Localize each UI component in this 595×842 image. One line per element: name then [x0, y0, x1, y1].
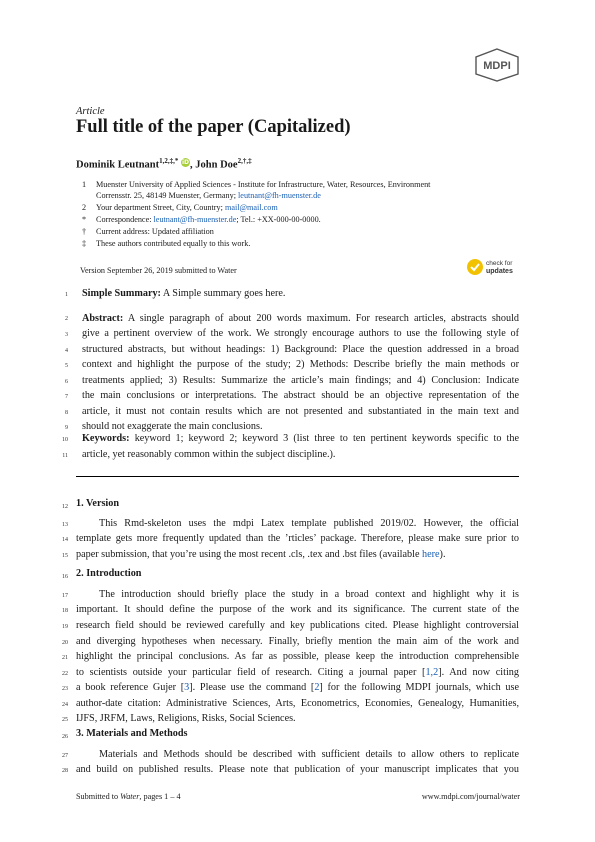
affiliation-text: Muenster University of Applied Sciences - Institute for Infrastructure, Water, Resources, Environment [96, 180, 431, 189]
body-line: highlight the principal conclusions. As far as possible, please keep the introduction comprehensible [76, 651, 519, 662]
line-number: 26 [62, 734, 68, 740]
abstract-line: give a pertinent overview of the work. We strongly encourage authors to use the following style of [82, 328, 519, 339]
affiliation-mark: ‡ [81, 239, 87, 248]
keywords-line: Keywords: keyword 1; keyword 2; keyword 3 (list three to ten pertinent keywords specific to the [82, 433, 519, 444]
line-number: 10 [62, 437, 68, 443]
line-number: 18 [62, 608, 68, 614]
body-line: and build on published results. Please note that publication of your manuscript implicates that you [76, 764, 519, 775]
keywords-label: Keywords: [82, 433, 130, 444]
affiliation-text: Current address: Updated affiliation [96, 227, 214, 236]
affiliation-text: Correspondence: leutnant@fh-muenster.de; Tel.: +XX-000-00-0000. [96, 215, 321, 224]
line-number: 21 [62, 655, 68, 661]
line-number: 25 [62, 717, 68, 723]
here-link[interactable]: here [422, 549, 440, 560]
line-number: 13 [62, 522, 68, 528]
footer-journal-url[interactable]: www.mdpi.com/journal/water [421, 792, 520, 801]
line-number: 2 [65, 316, 68, 322]
author-name: John Doe [195, 159, 238, 171]
version-note: Version September 26, 2019 submitted to Water [80, 266, 237, 275]
author-list [76, 157, 252, 171]
svg-text:MDPI: MDPI [483, 60, 511, 72]
check-for-updates-badge[interactable] [466, 257, 522, 277]
email-link[interactable]: leutnant@fh-muenster.de [153, 215, 237, 224]
affiliation-mark: 1 [81, 180, 87, 189]
line-number: 11 [62, 453, 68, 459]
body-line: This Rmd-skeleton uses the mdpi Latex template published 2019/02. However, the official [99, 518, 519, 529]
citation-link[interactable]: 3 [184, 682, 190, 693]
affiliation-text: These authors contributed equally to this work. [96, 239, 251, 248]
section-heading: 1. Version [76, 498, 120, 509]
line-number: 17 [62, 593, 68, 599]
line-number: 4 [65, 348, 68, 354]
line-number: 15 [62, 553, 68, 559]
simple-summary-text: A Simple summary goes here. [160, 288, 286, 299]
email-link[interactable]: leutnant@fh-muenster.de [238, 191, 321, 200]
simple-summary-label: Simple Summary: [82, 288, 161, 299]
abstract-line: context and highlight the purpose of the study; 2) Methods: Describe briefly the main methods or [82, 359, 519, 370]
line-number: 3 [65, 332, 68, 338]
paper-title: Full title of the paper (Capitalized) [76, 117, 351, 137]
body-line: a book reference Gujer [3]. Please use the command [2] for the following MDPI journals, which use [76, 682, 519, 693]
line-number: 6 [65, 379, 68, 385]
line-number: 7 [65, 394, 68, 400]
abstract-line: the main conclusions or interpretations. The abstract should be an objective representation of the [82, 390, 519, 401]
author-separator: , [190, 159, 196, 171]
abstract-line: article, it must not contain results which are not presented and substantiated in the main text and [82, 406, 519, 417]
line-number: 1 [65, 292, 68, 298]
abstract-label: Abstract: [82, 313, 124, 324]
abstract-line: treatments applied; 3) Results: Summarize the article’s main findings; and 4) Conclusion: Indicate [82, 375, 519, 386]
line-number: 5 [65, 363, 68, 369]
line-number: 19 [62, 624, 68, 630]
author-marks: 2,†,‡ [237, 157, 252, 165]
line-number: 14 [62, 537, 68, 543]
affiliation-text: Your department Street, City, Country; mail@mail.com [96, 203, 278, 212]
line-number: 12 [62, 504, 68, 510]
orcid-icon[interactable]: iD [182, 158, 190, 166]
simple-summary [82, 286, 519, 302]
body-line: to scientists outside your particular field of research. Citing a journal paper [1,2]. And now citing [76, 667, 519, 678]
abstract-line: Abstract: A single paragraph of about 200 words maximum. For research articles, abstracts should [82, 313, 519, 324]
body-line: paper submission, that you’re using the most recent .cls, .tex and .bst files (available here). [76, 549, 446, 560]
abstract-line: should not exaggerate the main conclusions. [82, 421, 263, 432]
body-line: IJFS, JRFM, Laws, Religions, Risks, Social Sciences. [76, 713, 296, 724]
section-divider [76, 476, 519, 477]
line-number: 24 [62, 702, 68, 708]
affiliation-mark: 2 [81, 203, 87, 212]
body-line: research field should be reviewed carefully and key publications cited. Please highlight controversial [76, 620, 519, 631]
section-heading: 2. Introduction [76, 568, 142, 579]
body-line: The introduction should briefly place the study in a broad context and highlight why it is [99, 589, 519, 600]
line-number: 9 [65, 425, 68, 431]
line-number: 8 [65, 410, 68, 416]
body-line: author-date citation: Administrative Sciences, Arts, Econometrics, Economies, Genealogy, Humanities, [76, 698, 519, 709]
body-line: template gets more frequently updated than the ’rticles’ package. Therefore, please make sure prior to [76, 533, 519, 544]
section-heading: 3. Materials and Methods [76, 728, 188, 739]
author-name: Dominik Leutnant [76, 159, 160, 171]
line-number: 22 [62, 671, 68, 677]
line-number: 16 [62, 574, 68, 580]
footer-left: Submitted to Water, pages 1 – 4 [76, 792, 181, 801]
affiliation-mark: * [81, 215, 87, 224]
line-number: 27 [62, 753, 68, 759]
affiliation-mark: † [81, 227, 87, 236]
citation-link[interactable]: 2 [314, 682, 320, 693]
affiliation-text: Corrensstr. 25, 48149 Muenster, Germany; leutnant@fh-muenster.de [96, 191, 321, 200]
line-number: 20 [62, 640, 68, 646]
article-type: Article [76, 106, 105, 117]
svg-text:updates: updates [486, 268, 513, 275]
line-number: 23 [62, 686, 68, 692]
abstract-line: structured abstracts, but without headings: 1) Background: Place the question addressed in a broad [82, 344, 519, 355]
mdpi-logo [474, 48, 520, 82]
body-line: important. It should define the purpose of the work and its significance. The current state of the [76, 604, 519, 615]
email-link[interactable]: mail@mail.com [224, 203, 278, 212]
body-line: Materials and Methods should be described with sufficient details to allow others to replicate [99, 749, 519, 760]
body-line: and diverging hypotheses when necessary. Finally, briefly mention the main aim of the work and [76, 636, 519, 647]
journal-name: Water [120, 792, 140, 801]
svg-text:check for: check for [486, 260, 513, 267]
line-number: 28 [62, 768, 68, 774]
author-marks: 1,2,‡,* [159, 157, 179, 165]
keywords-line: article, yet reasonably common within the subject discipline.). [82, 449, 336, 460]
citation-link[interactable]: 1,2 [425, 667, 439, 678]
